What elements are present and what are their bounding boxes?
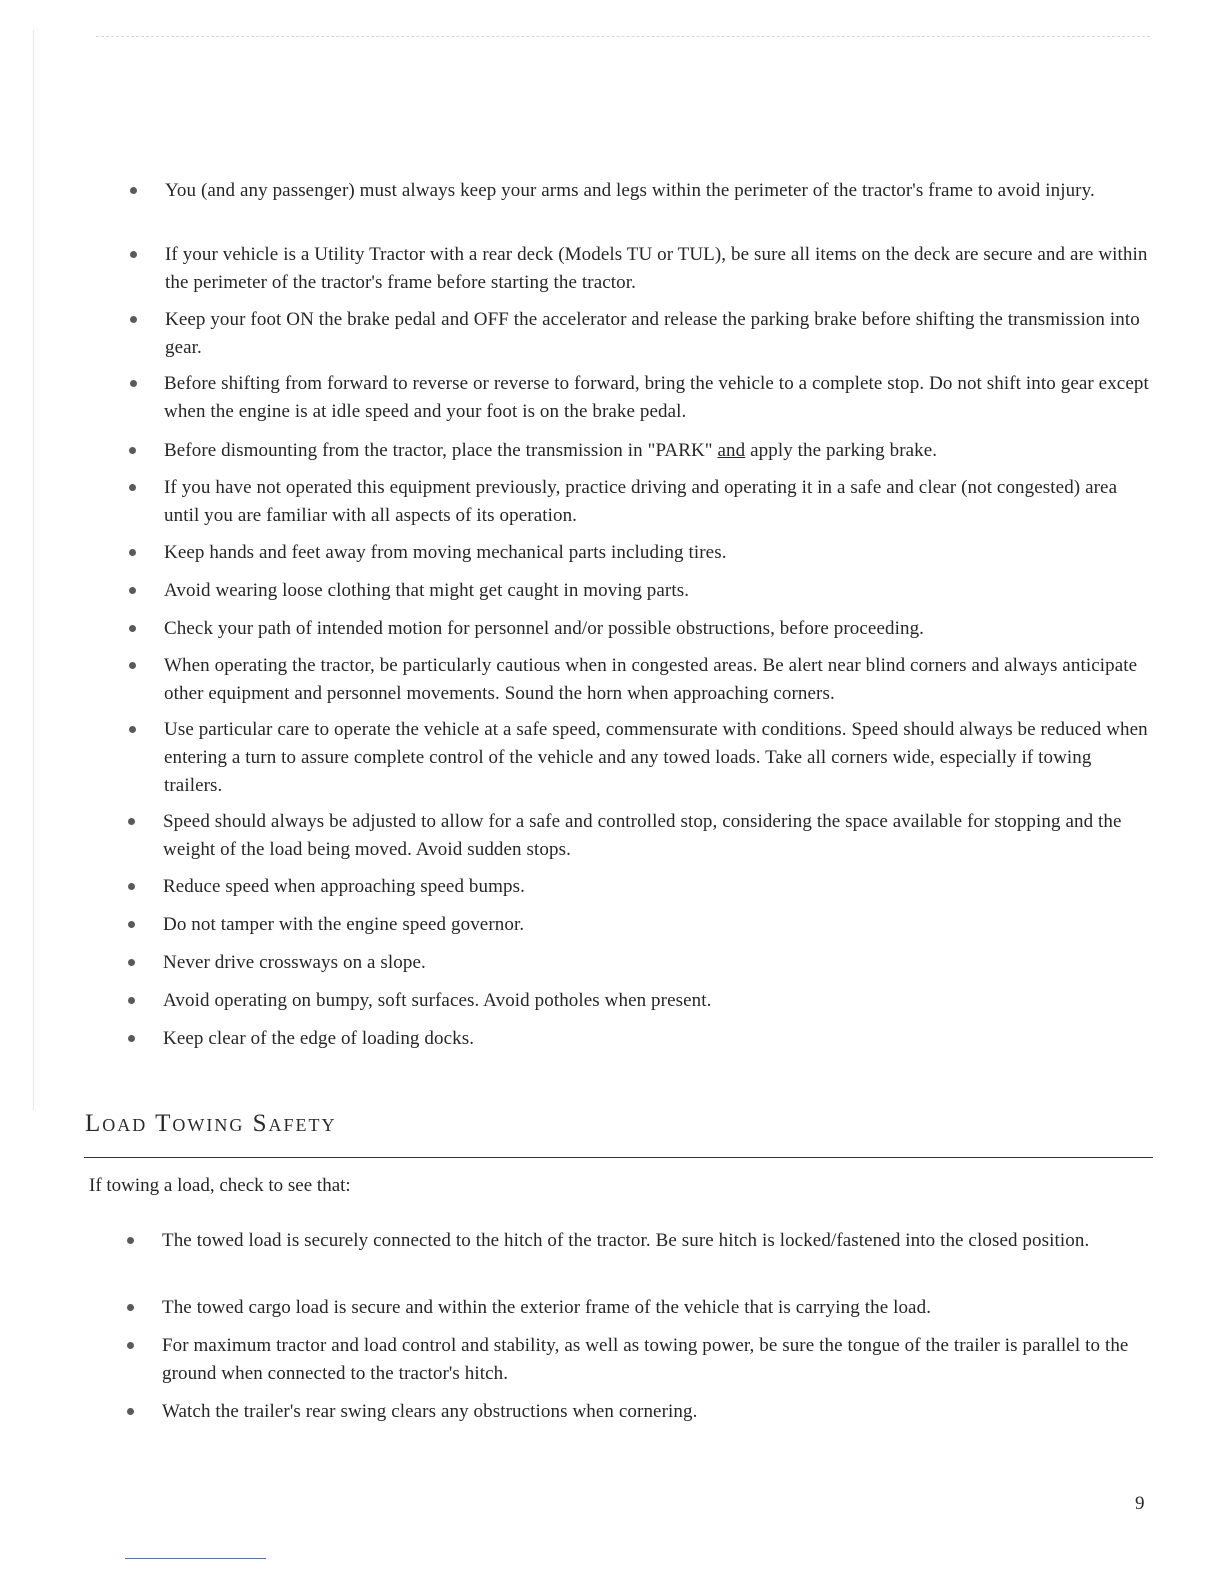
bullet-icon <box>128 818 135 825</box>
list-item-text: Keep your foot ON the brake pedal and OFF the accelerator and release the parking brake before shifting the transmission into gear. <box>165 309 1140 358</box>
bullet-icon <box>130 187 137 194</box>
list-item-text: Avoid wearing loose clothing that might get caught in moving parts. <box>164 580 690 601</box>
list-item-text: Keep hands and feet away from moving mechanical parts including tires. <box>164 542 727 563</box>
list-item-text: The towed cargo load is secure and within the exterior frame of the vehicle that is carrying the load. <box>162 1297 932 1318</box>
section-intro: If towing a load, check to see that: <box>89 1175 351 1196</box>
list-item-text: You (and any passenger) must always keep your arms and legs within the perimeter of the tractor's frame to avoid injury. <box>165 180 1095 201</box>
list-item-text: Watch the trailer's rear swing clears any obstructions when cornering. <box>162 1401 698 1422</box>
section-divider <box>84 1157 1153 1158</box>
page-number: 9 <box>1135 1493 1145 1514</box>
bullet-icon <box>127 1237 134 1244</box>
list-item-text <box>164 437 1149 465</box>
list-item-text: If your vehicle is a Utility Tractor with a rear deck (Models TU or TUL), be sure all items on the deck are secure and are within the perimeter of the tractor's frame before starting the tractor. <box>165 244 1148 293</box>
bullet-icon <box>128 997 135 1004</box>
list-item-text: Use particular care to operate the vehicle at a safe speed, commensurate with conditions. Speed should always be reduced when entering a turn to assure complete control of the vehicle and any towed loads. Take all corners wide, especially if towing trailers. <box>164 719 1148 796</box>
left-scan-line <box>33 30 34 1110</box>
list-item-text: For maximum tractor and load control and stability, as well as towing power, be sure the tongue of the trailer is parallel to the ground when connected to the tractor's hitch. <box>162 1335 1129 1384</box>
list-item-text: Before shifting from forward to reverse or reverse to forward, bring the vehicle to a complete stop. Do not shift into gear except when the engine is at idle speed and your foot is on the brake pedal. <box>164 373 1149 422</box>
bullet-icon <box>129 726 136 733</box>
list-item-text: If you have not operated this equipment previously, practice driving and operating it in a safe and clear (not congested) area until you are familiar with all aspects of its operation. <box>164 477 1118 526</box>
list-item-text: Never drive crossways on a slope. <box>163 952 426 973</box>
bullet-icon <box>128 883 135 890</box>
bullet-icon <box>127 1342 134 1349</box>
list-item-text: Avoid operating on bumpy, soft surfaces. Avoid potholes when present. <box>163 990 712 1011</box>
bullet-icon <box>130 380 137 387</box>
section-heading: Load Towing Safety <box>85 1110 337 1137</box>
bullet-icon <box>127 1408 134 1415</box>
list-item-text-after: apply the parking brake. <box>745 440 938 461</box>
list-item-text: Speed should always be adjusted to allow for a safe and controlled stop, considering the space available for stopping and the weight of the load being moved. Avoid sudden stops. <box>163 811 1122 860</box>
bullet-icon <box>129 625 136 632</box>
list-item-text: Check your path of intended motion for personnel and/or possible obstructions, before proceeding. <box>164 618 925 639</box>
bullet-icon <box>127 1304 134 1311</box>
bullet-icon <box>129 662 136 669</box>
footer-link-rule <box>125 1558 266 1559</box>
list-item-text: When operating the tractor, be particularly cautious when in congested areas. Be alert near blind corners and always anticipate other equipment and personnel movements. Sound the horn when approaching corners. <box>164 655 1138 704</box>
bullet-icon <box>130 251 137 258</box>
top-scan-rule <box>96 36 1150 37</box>
bullet-icon <box>128 921 135 928</box>
list-item-text: Keep clear of the edge of loading docks. <box>163 1028 475 1049</box>
bullet-icon <box>129 484 136 491</box>
bullet-icon <box>130 316 137 323</box>
bullet-icon <box>128 1035 135 1042</box>
list-item-text: Reduce speed when approaching speed bumps. <box>163 876 525 897</box>
bullet-icon <box>129 587 136 594</box>
list-item-text: Do not tamper with the engine speed governor. <box>163 914 525 935</box>
list-item-text: The towed load is securely connected to the hitch of the tractor. Be sure hitch is locked/fastened into the closed position. <box>162 1230 1090 1251</box>
bullet-icon <box>129 549 136 556</box>
list-item-text-before: Before dismounting from the tractor, place the transmission in "PARK" <box>164 440 718 461</box>
list-item-text-underlined: and <box>717 440 746 461</box>
bullet-icon <box>129 447 136 454</box>
bullet-icon <box>128 959 135 966</box>
